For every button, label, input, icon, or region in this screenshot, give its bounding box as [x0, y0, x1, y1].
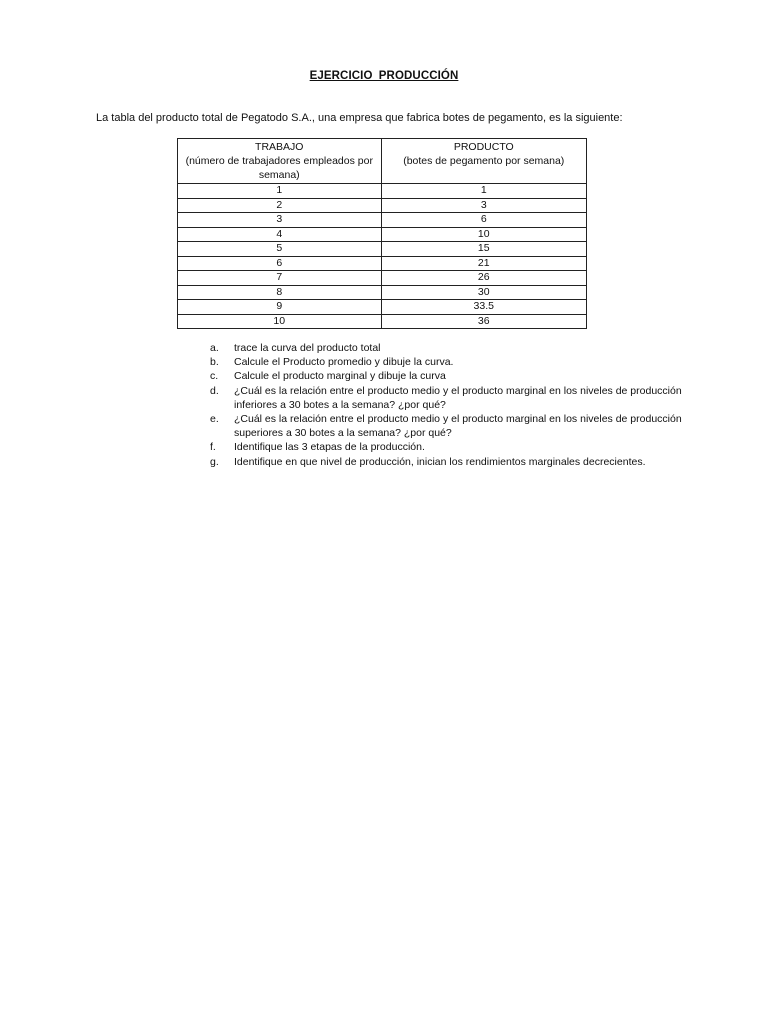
header-label: TRABAJO	[255, 141, 304, 153]
list-item-text: Identifique en que nivel de producción, inician los rendimientos marginales decrecientes.	[234, 455, 646, 468]
table-header-row	[178, 139, 587, 184]
cell-producto: 6	[381, 213, 586, 228]
cell-trabajo: 6	[178, 256, 382, 271]
table-row	[178, 285, 587, 300]
header-trabajo	[178, 139, 382, 184]
cell-producto: 36	[381, 314, 586, 329]
list-item	[210, 369, 700, 383]
list-item	[210, 412, 700, 440]
cell-trabajo: 2	[178, 198, 382, 213]
cell-trabajo: 5	[178, 242, 382, 257]
list-item	[210, 355, 700, 369]
table-row	[178, 198, 587, 213]
header-sublabel: (número de trabajadores empleados por semana)	[185, 155, 373, 181]
list-item-text: ¿Cuál es la relación entre el producto medio y el producto marginal en los niveles de producción superiores a 30 botes a la semana? ¿por qué?	[234, 413, 682, 440]
cell-trabajo: 10	[178, 314, 382, 329]
list-item-text: Calcule el Producto promedio y dibuje la curva.	[234, 356, 454, 369]
document-title: EJERCICIO PRODUCCIÓN	[309, 70, 459, 82]
cell-trabajo: 8	[178, 285, 382, 300]
list-item-letter: c.	[210, 370, 219, 383]
table-row	[178, 271, 587, 286]
list-item-letter: g.	[210, 455, 219, 468]
production-table	[177, 138, 587, 329]
questions-list	[210, 341, 700, 469]
cell-producto: 26	[381, 271, 586, 286]
cell-producto: 10	[381, 227, 586, 242]
list-item-letter: f.	[210, 441, 216, 454]
list-item	[210, 455, 700, 469]
table-row	[178, 184, 587, 199]
list-item-text: trace la curva del producto total	[234, 342, 381, 354]
intro-paragraph: La tabla del producto total de Pegatodo S.A., una empresa que fabrica botes de pegamento, es la siguiente:	[96, 112, 623, 124]
cell-producto: 1	[381, 184, 586, 199]
list-item	[210, 341, 700, 355]
cell-producto: 21	[381, 256, 586, 271]
table-row	[178, 300, 587, 315]
cell-producto: 30	[381, 285, 586, 300]
table-row	[178, 256, 587, 271]
table-row	[178, 314, 587, 329]
header-producto	[381, 139, 586, 184]
table-body	[178, 184, 587, 329]
list-item-letter: b.	[210, 356, 219, 369]
cell-trabajo: 1	[178, 184, 382, 199]
list-item-text: ¿Cuál es la relación entre el producto medio y el producto marginal en los niveles de producción inferiores a 30 botes a la semana? ¿por qué?	[234, 384, 682, 411]
cell-trabajo: 4	[178, 227, 382, 242]
list-item-letter: e.	[210, 413, 219, 426]
header-label: PRODUCTO	[453, 141, 514, 153]
cell-producto: 15	[381, 242, 586, 257]
cell-producto: 33.5	[381, 300, 586, 315]
cell-trabajo: 7	[178, 271, 382, 286]
table-row	[178, 227, 587, 242]
list-item-text: Identifique las 3 etapas de la producción.	[234, 441, 425, 454]
table-row	[178, 242, 587, 257]
table-row	[178, 213, 587, 228]
list-item-text: Calcule el producto marginal y dibuje la curva	[234, 370, 446, 383]
cell-trabajo: 3	[178, 213, 382, 228]
list-item-letter: d.	[210, 384, 219, 397]
header-sublabel: (botes de pegamento por semana)	[403, 155, 565, 167]
list-item	[210, 440, 700, 454]
cell-producto: 3	[381, 198, 586, 213]
list-item	[210, 384, 700, 412]
cell-trabajo: 9	[178, 300, 382, 315]
list-item-letter: a.	[210, 342, 219, 354]
